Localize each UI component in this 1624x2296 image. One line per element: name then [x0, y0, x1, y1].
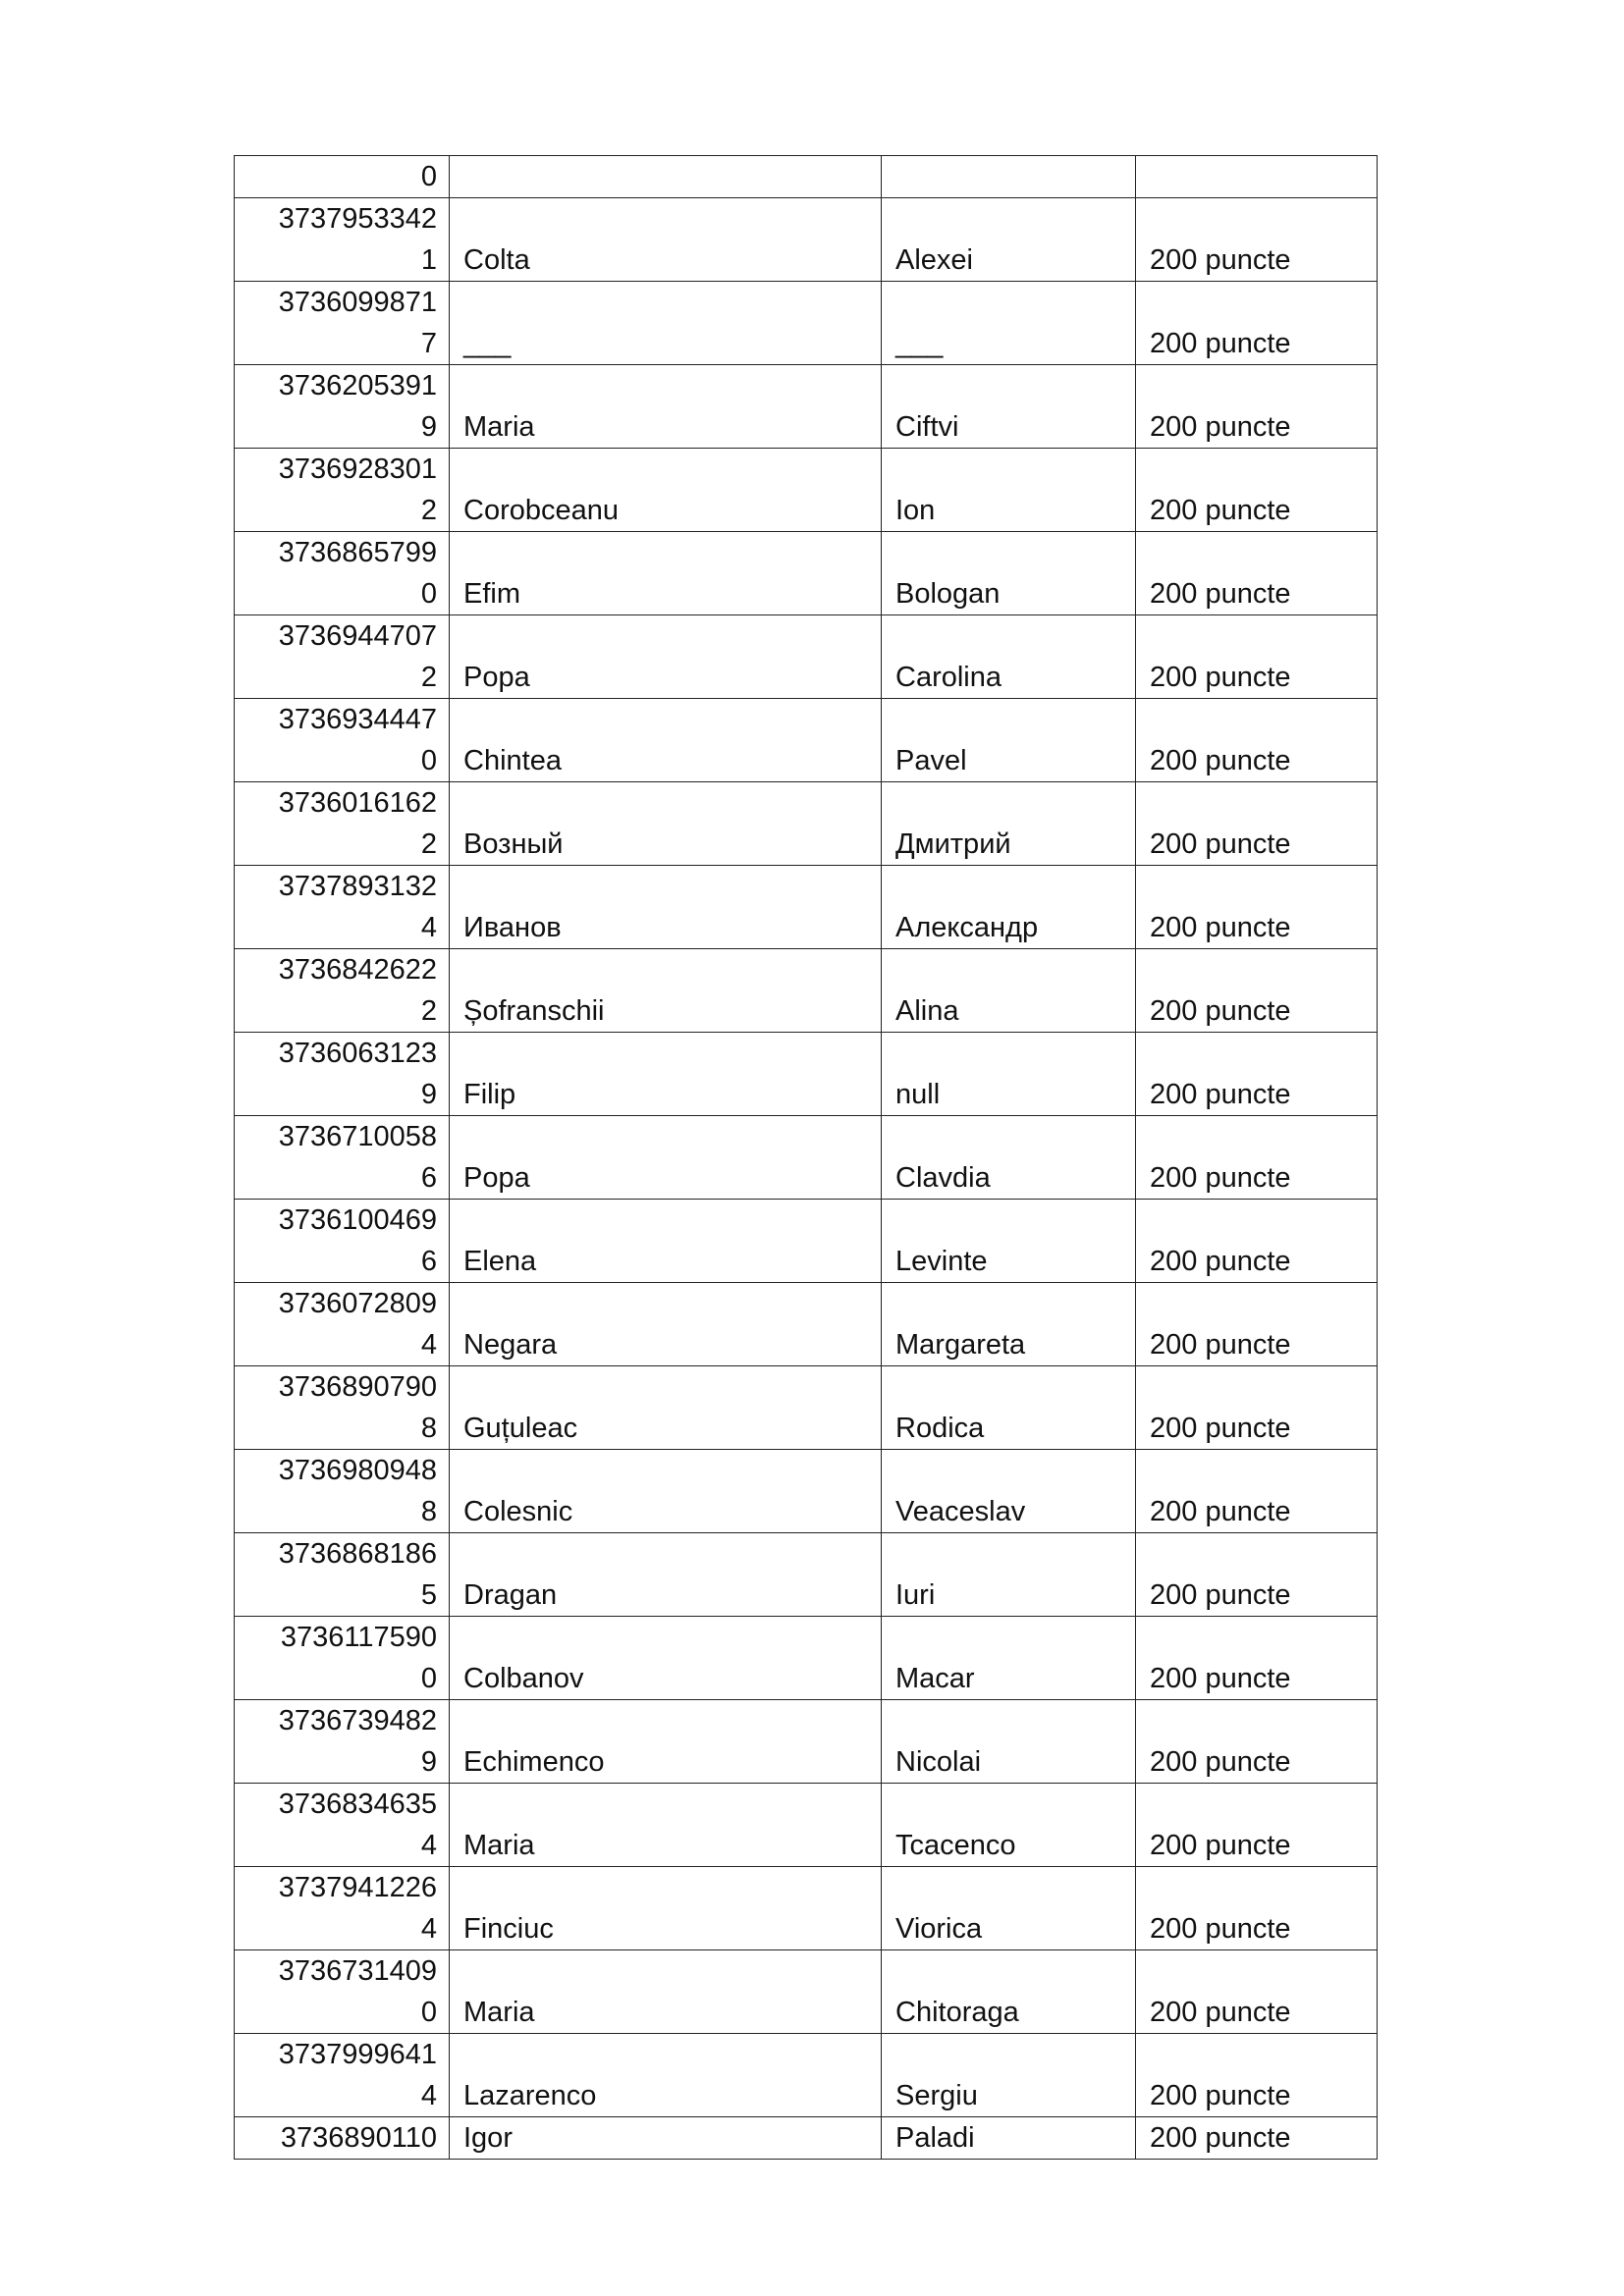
- name-cell: [450, 365, 882, 449]
- points-cell-text: 200 puncte: [1150, 1746, 1291, 1778]
- name-cell: [450, 1366, 882, 1450]
- phone-number-line: 3736099871: [278, 287, 437, 318]
- table-row: [235, 2117, 1378, 2160]
- name-cell: [450, 1033, 882, 1116]
- points-cell: [1136, 1784, 1378, 1867]
- phone-number-line: 3737999641: [278, 2039, 437, 2070]
- name-cell: [450, 1116, 882, 1200]
- name-cell-text: Guțuleac: [463, 1413, 578, 1444]
- phone-number-line: 3737941226: [278, 1872, 437, 1903]
- table-row: [235, 782, 1378, 866]
- name-cell-text: Maria: [463, 411, 535, 443]
- table-row: [235, 1784, 1378, 1867]
- name-cell: [450, 782, 882, 866]
- second-name-cell: [882, 1450, 1136, 1533]
- phone-cell: [235, 866, 450, 949]
- phone-cell: [235, 532, 450, 615]
- second-name-cell: [882, 365, 1136, 449]
- table-row: [235, 1033, 1378, 1116]
- phone-cell: [235, 1116, 450, 1200]
- name-cell-text: Igor: [463, 2122, 513, 2154]
- name-cell: [450, 699, 882, 782]
- phone-number-wrap-line: 5: [420, 1579, 437, 1611]
- phone-cell: [235, 365, 450, 449]
- name-cell: [450, 532, 882, 615]
- points-cell: [1136, 1366, 1378, 1450]
- points-cell-text: 200 puncte: [1150, 995, 1291, 1027]
- phone-number-wrap-line: 9: [420, 1746, 437, 1778]
- second-name-cell-text: Chitoraga: [895, 1997, 1019, 2028]
- phone-number-line: 3736980948: [278, 1455, 437, 1486]
- second-name-cell-text: Alexei: [895, 244, 973, 276]
- name-cell-text: Echimenco: [463, 1746, 605, 1778]
- points-cell: [1136, 699, 1378, 782]
- phone-number-line: 3736117590: [280, 1622, 437, 1653]
- name-cell-text: Filip: [463, 1079, 516, 1110]
- second-name-cell-text: Pavel: [895, 745, 967, 776]
- points-cell-text: 200 puncte: [1150, 662, 1291, 693]
- phone-number-line: 0: [420, 161, 437, 192]
- second-name-cell-text: Viorica: [895, 1913, 983, 1945]
- second-name-cell: [882, 449, 1136, 532]
- points-cell: [1136, 1617, 1378, 1700]
- name-cell-text: Finciuc: [463, 1913, 554, 1945]
- phone-number-wrap-line: 9: [420, 1079, 437, 1110]
- points-cell-text: 200 puncte: [1150, 1913, 1291, 1945]
- name-cell: [450, 156, 882, 198]
- phone-cell: [235, 615, 450, 699]
- table-row: [235, 365, 1378, 449]
- phone-cell: [235, 1784, 450, 1867]
- second-name-cell: [882, 156, 1136, 198]
- name-cell: [450, 1950, 882, 2034]
- phone-cell: [235, 1533, 450, 1617]
- points-cell: [1136, 532, 1378, 615]
- points-cell-text: 200 puncte: [1150, 1079, 1291, 1110]
- phone-number-wrap-line: 8: [420, 1413, 437, 1444]
- phone-cell: [235, 156, 450, 198]
- second-name-cell: [882, 1533, 1136, 1617]
- second-name-cell-text: Levinte: [895, 1246, 988, 1277]
- points-cell: [1136, 949, 1378, 1033]
- phone-number-wrap-line: 4: [420, 1329, 437, 1361]
- phone-cell: [235, 949, 450, 1033]
- table-row: [235, 1283, 1378, 1366]
- phone-cell: [235, 1366, 450, 1450]
- phone-number-wrap-line: 2: [420, 662, 437, 693]
- table-row: [235, 1366, 1378, 1450]
- second-name-cell: [882, 1200, 1136, 1283]
- phone-number-wrap-line: 0: [420, 578, 437, 610]
- table-row: [235, 1200, 1378, 1283]
- table-row: [235, 1700, 1378, 1784]
- table-row: [235, 449, 1378, 532]
- phone-number-line: 3736710058: [278, 1121, 437, 1152]
- second-name-cell: [882, 1617, 1136, 1700]
- name-cell: [450, 282, 882, 365]
- points-cell: [1136, 1950, 1378, 2034]
- name-cell-text: Popa: [463, 662, 530, 693]
- points-cell-text: 200 puncte: [1150, 578, 1291, 610]
- phone-number-wrap-line: 1: [420, 244, 437, 276]
- phone-number-line: 3736928301: [278, 454, 437, 485]
- phone-number-wrap-line: 6: [420, 1162, 437, 1194]
- second-name-cell-text: Margareta: [895, 1329, 1026, 1361]
- table-row: [235, 532, 1378, 615]
- phone-number-line: 3736016162: [278, 787, 437, 819]
- second-name-cell-text: Tcacenco: [895, 1830, 1016, 1861]
- points-cell-text: 200 puncte: [1150, 2122, 1291, 2154]
- phone-number-wrap-line: 2: [420, 995, 437, 1027]
- second-name-cell: [882, 699, 1136, 782]
- points-cell: [1136, 156, 1378, 198]
- phone-number-line: 3737893132: [278, 871, 437, 902]
- second-name-cell: [882, 2117, 1136, 2160]
- table-row: [235, 1867, 1378, 1950]
- points-cell: [1136, 365, 1378, 449]
- points-cell-text: 200 puncte: [1150, 411, 1291, 443]
- phone-number-line: 3736834635: [278, 1789, 437, 1820]
- table-row: [235, 2034, 1378, 2117]
- points-cell-text: 200 puncte: [1150, 244, 1291, 276]
- second-name-cell-text: Carolina: [895, 662, 1001, 693]
- phone-number-wrap-line: 0: [420, 1663, 437, 1694]
- name-cell: [450, 866, 882, 949]
- name-cell-text: Efim: [463, 578, 520, 610]
- name-cell: [450, 1533, 882, 1617]
- second-name-cell: [882, 615, 1136, 699]
- name-cell: [450, 949, 882, 1033]
- name-cell-text: Negara: [463, 1329, 558, 1361]
- second-name-cell-text: Clavdia: [895, 1162, 991, 1194]
- second-name-cell-text: Macar: [895, 1663, 975, 1694]
- second-name-cell-text: Ion: [895, 495, 936, 526]
- second-name-cell: [882, 866, 1136, 949]
- second-name-cell-text: Sergiu: [895, 2080, 978, 2111]
- phone-number-line: 3736842622: [278, 954, 437, 986]
- phone-number-wrap-line: 7: [420, 328, 437, 359]
- phone-number-line: 3736890790: [278, 1371, 437, 1403]
- points-cell: [1136, 782, 1378, 866]
- points-cell-text: 200 puncte: [1150, 1496, 1291, 1527]
- phone-cell: [235, 198, 450, 282]
- points-cell: [1136, 1533, 1378, 1617]
- phone-cell: [235, 2034, 450, 2117]
- phone-cell: [235, 699, 450, 782]
- name-cell-text: Maria: [463, 1997, 535, 2028]
- phone-number-wrap-line: 4: [420, 2080, 437, 2111]
- points-cell-text: 200 puncte: [1150, 495, 1291, 526]
- phone-number-wrap-line: 0: [420, 1997, 437, 2028]
- name-cell: [450, 1867, 882, 1950]
- second-name-cell: [882, 1283, 1136, 1366]
- name-cell-text: Popa: [463, 1162, 530, 1194]
- points-cell: [1136, 449, 1378, 532]
- phone-cell: [235, 1200, 450, 1283]
- second-name-cell-text: Nicolai: [895, 1746, 982, 1778]
- points-cell: [1136, 1200, 1378, 1283]
- second-name-cell: [882, 2034, 1136, 2117]
- points-cell: [1136, 1033, 1378, 1116]
- table-row: [235, 615, 1378, 699]
- name-cell-text: Lazarenco: [463, 2080, 597, 2111]
- name-cell-text: Șofranschii: [463, 995, 605, 1027]
- phone-number-line: 3736934447: [278, 704, 437, 735]
- points-cell-text: 200 puncte: [1150, 828, 1291, 860]
- points-cell-text: 200 puncte: [1150, 745, 1291, 776]
- name-cell: [450, 2034, 882, 2117]
- phone-number-wrap-line: 4: [420, 912, 437, 943]
- name-cell-text: ___: [463, 328, 512, 359]
- name-cell-text: Colbanov: [463, 1663, 584, 1694]
- second-name-cell: [882, 532, 1136, 615]
- phone-number-wrap-line: 6: [420, 1246, 437, 1277]
- points-cell-text: 200 puncte: [1150, 1246, 1291, 1277]
- points-cell: [1136, 866, 1378, 949]
- name-cell: [450, 1784, 882, 1867]
- points-cell: [1136, 2034, 1378, 2117]
- points-cell: [1136, 1450, 1378, 1533]
- points-cell-text: 200 puncte: [1150, 1329, 1291, 1361]
- table-row: [235, 282, 1378, 365]
- second-name-cell-text: ___: [895, 328, 944, 359]
- phone-number-wrap-line: 9: [420, 411, 437, 443]
- name-cell: [450, 1450, 882, 1533]
- phone-number-wrap-line: 2: [420, 495, 437, 526]
- second-name-cell: [882, 1116, 1136, 1200]
- second-name-cell-text: Александр: [895, 912, 1039, 943]
- name-cell: [450, 1283, 882, 1366]
- second-name-cell: [882, 782, 1136, 866]
- table-row: [235, 866, 1378, 949]
- second-name-cell: [882, 1366, 1136, 1450]
- phone-cell: [235, 1617, 450, 1700]
- points-cell-text: 200 puncte: [1150, 1830, 1291, 1861]
- second-name-cell: [882, 1867, 1136, 1950]
- table-row: [235, 949, 1378, 1033]
- phone-number-line: 3736944707: [278, 620, 437, 652]
- name-cell-text: Chintea: [463, 745, 562, 776]
- phone-cell: [235, 282, 450, 365]
- name-cell-text: Corobceanu: [463, 495, 619, 526]
- table-row: [235, 1533, 1378, 1617]
- phone-number-wrap-line: 4: [420, 1830, 437, 1861]
- second-name-cell: [882, 1784, 1136, 1867]
- second-name-cell-text: Дмитрий: [895, 828, 1011, 860]
- points-table: [234, 155, 1378, 2160]
- phone-number-wrap-line: 4: [420, 1913, 437, 1945]
- phone-cell: [235, 1867, 450, 1950]
- name-cell-text: Иванов: [463, 912, 562, 943]
- second-name-cell: [882, 949, 1136, 1033]
- points-cell: [1136, 1283, 1378, 1366]
- second-name-cell: [882, 1950, 1136, 2034]
- points-cell-text: 200 puncte: [1150, 328, 1291, 359]
- second-name-cell: [882, 1033, 1136, 1116]
- phone-number-wrap-line: 2: [420, 828, 437, 860]
- phone-number-wrap-line: 8: [420, 1496, 437, 1527]
- second-name-cell: [882, 282, 1136, 365]
- second-name-cell-text: Alina: [895, 995, 959, 1027]
- name-cell: [450, 2117, 882, 2160]
- second-name-cell: [882, 1700, 1136, 1784]
- name-cell: [450, 1200, 882, 1283]
- points-cell: [1136, 282, 1378, 365]
- points-cell-text: 200 puncte: [1150, 1579, 1291, 1611]
- phone-cell: [235, 1950, 450, 2034]
- phone-cell: [235, 1700, 450, 1784]
- phone-number-line: 3736063123: [278, 1038, 437, 1069]
- name-cell: [450, 449, 882, 532]
- table-row: [235, 1116, 1378, 1200]
- points-cell: [1136, 1700, 1378, 1784]
- phone-cell: [235, 449, 450, 532]
- table-row: [235, 198, 1378, 282]
- phone-number-wrap-line: 0: [420, 745, 437, 776]
- points-cell-text: 200 puncte: [1150, 1162, 1291, 1194]
- points-cell-text: 200 puncte: [1150, 912, 1291, 943]
- name-cell: [450, 615, 882, 699]
- table-row: [235, 699, 1378, 782]
- table-body: [235, 156, 1378, 2160]
- phone-number-line: 3736868186: [278, 1538, 437, 1570]
- second-name-cell-text: Ciftvi: [895, 411, 959, 443]
- name-cell-text: Возный: [463, 828, 564, 860]
- name-cell-text: Dragan: [463, 1579, 558, 1611]
- name-cell: [450, 1617, 882, 1700]
- name-cell-text: Colta: [463, 244, 530, 276]
- table-row: [235, 1450, 1378, 1533]
- name-cell: [450, 1700, 882, 1784]
- second-name-cell-text: Paladi: [895, 2122, 975, 2154]
- name-cell-text: Elena: [463, 1246, 537, 1277]
- phone-number-line: 3736205391: [278, 370, 437, 401]
- table-row: [235, 1950, 1378, 2034]
- phone-cell: [235, 782, 450, 866]
- phone-number-line: 3736731409: [278, 1955, 437, 1987]
- points-cell: [1136, 615, 1378, 699]
- phone-number-line: 3736100469: [278, 1204, 437, 1236]
- points-cell-text: 200 puncte: [1150, 1997, 1291, 2028]
- phone-cell: [235, 1283, 450, 1366]
- phone-cell: [235, 1033, 450, 1116]
- second-name-cell-text: Iuri: [895, 1579, 936, 1611]
- points-cell: [1136, 2117, 1378, 2160]
- second-name-cell-text: Veaceslav: [895, 1496, 1026, 1527]
- phone-cell: [235, 2117, 450, 2160]
- phone-number-line: 3736890110: [280, 2122, 437, 2154]
- phone-number-line: 3736865799: [278, 537, 437, 568]
- points-cell: [1136, 198, 1378, 282]
- table-row: [235, 1617, 1378, 1700]
- points-cell-text: 200 puncte: [1150, 2080, 1291, 2111]
- phone-number-line: 3737953342: [278, 203, 437, 235]
- points-cell: [1136, 1116, 1378, 1200]
- points-cell-text: 200 puncte: [1150, 1663, 1291, 1694]
- phone-number-line: 3736739482: [278, 1705, 437, 1736]
- second-name-cell: [882, 198, 1136, 282]
- table-row: [235, 156, 1378, 198]
- second-name-cell-text: Bologan: [895, 578, 1001, 610]
- second-name-cell-text: null: [895, 1079, 941, 1110]
- points-cell: [1136, 1867, 1378, 1950]
- points-cell-text: 200 puncte: [1150, 1413, 1291, 1444]
- name-cell-text: Colesnic: [463, 1496, 573, 1527]
- name-cell-text: Maria: [463, 1830, 535, 1861]
- name-cell: [450, 198, 882, 282]
- second-name-cell-text: Rodica: [895, 1413, 985, 1444]
- phone-number-line: 3736072809: [278, 1288, 437, 1319]
- phone-cell: [235, 1450, 450, 1533]
